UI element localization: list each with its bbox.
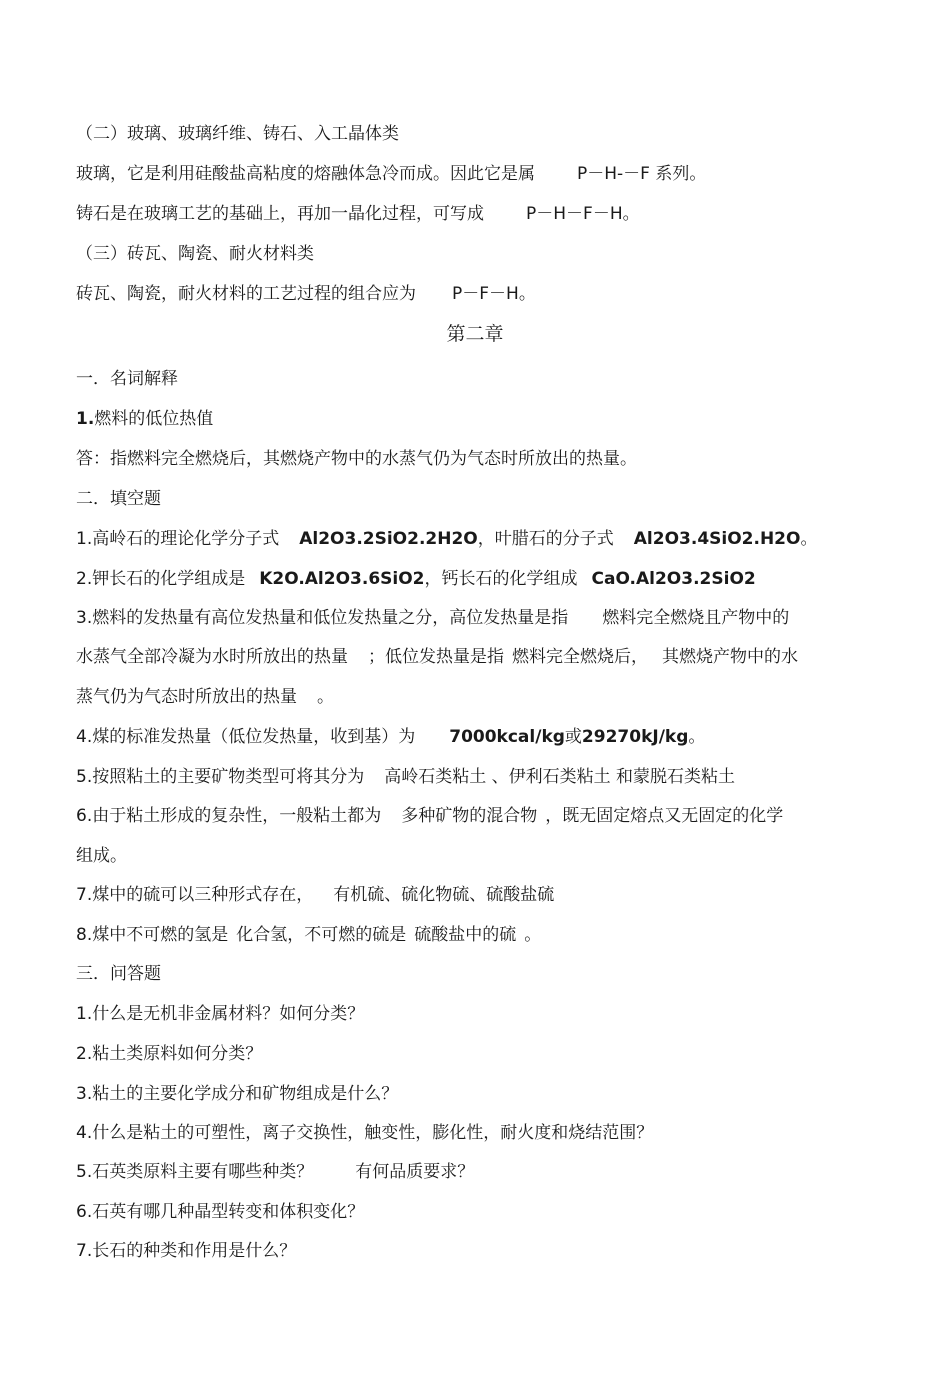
question-item: 3.粘土的主要化学成分和矿物组成是什么？ <box>76 1084 399 1104</box>
fill-item-3-answer-b: 燃料完全燃烧后， <box>512 647 648 667</box>
heat-value-kj: 29270kJ/kg <box>581 727 689 747</box>
ceramics-formula: P－F－H。 <box>452 284 536 304</box>
fill-item-2-text-2: ，钙长石的化学组成 <box>424 569 578 589</box>
heat-value-kcal: 7000kcal/kg <box>449 727 565 747</box>
glass-paragraph <box>76 163 706 185</box>
fill-item-3-line-2 <box>76 646 798 668</box>
fill-item-8-answer-a: 化合氢 <box>236 925 288 945</box>
fill-item-7-answer: 有机硫、硫化物硫、硫酸盐硫 <box>333 885 555 905</box>
fill-item-1-end: 。 <box>800 529 818 549</box>
fill-item-7 <box>76 884 554 906</box>
fill-item-3-line-3 <box>76 686 334 708</box>
potassium-feldspar-formula: K2O.Al2O3.6SiO2 <box>259 569 425 589</box>
fill-item-1-text: 1.高岭石的理论化学分子式 <box>76 529 280 549</box>
question-item-5-text: 5.石英类原料主要有哪些种类？ <box>76 1162 314 1182</box>
fill-item-3-text: 3.燃料的发热量有高位发热量和低位发热量之分，高位发热量是指 <box>76 608 569 628</box>
fill-item-7-text: 7.煤中的硫可以三种形式存在， <box>76 885 314 905</box>
fill-item-3-line-1 <box>76 607 789 629</box>
fill-item-3-text-2: ；低位发热量是指 <box>368 647 504 667</box>
part2-heading: 二．填空题 <box>76 489 161 509</box>
fill-item-8-text: 8.煤中不可燃的氢是 <box>76 925 229 945</box>
fill-item-1-text-2: ，叶腊石的分子式 <box>477 529 614 549</box>
question-item: 4.什么是粘土的可塑性，离子交换性，触变性，膨化性，耐火度和烧结范围？ <box>76 1123 654 1143</box>
part3-heading: 三．问答题 <box>76 964 161 984</box>
section-heading-ceramics: （三）砖瓦、陶瓷、耐火材料类 <box>76 244 314 264</box>
fill-item-2 <box>76 568 756 590</box>
kaolinite-formula: Al2O3.2SiO2.2H2O <box>299 529 478 549</box>
question-item: 2.粘土类原料如何分类？ <box>76 1044 263 1064</box>
glass-text: 玻璃，它是利用硅酸盐高粘度的熔融体急冷而成。因此它是属 <box>76 164 535 184</box>
fill-item-5-answer: 高岭石类粘土 、伊利石类粘土 和蒙脱石类粘土 <box>384 767 736 787</box>
fill-item-5-text: 5.按照粘土的主要矿物类型可将其分为 <box>76 767 365 787</box>
ceramics-paragraph <box>76 283 536 305</box>
question-item: 6.石英有哪几种晶型转变和体积变化？ <box>76 1202 365 1222</box>
fill-item-8-end: 。 <box>524 925 542 945</box>
question-item-5 <box>76 1161 474 1183</box>
fill-item-4-or: 或 <box>564 727 582 747</box>
term-question-title: 燃料的低位热值 <box>94 409 214 429</box>
fill-item-5 <box>76 766 735 788</box>
question-item: 1.什么是无机非金属材料？如何分类？ <box>76 1004 365 1024</box>
ceramics-text: 砖瓦、陶瓷，耐火材料的工艺过程的组合应为 <box>76 284 416 304</box>
fill-item-3-answer-b-end: 蒸气仍为气态时所放出的热量 <box>76 687 297 707</box>
fill-item-3-answer-a: 燃料完全燃烧且产物中的 <box>602 608 790 628</box>
fill-item-6-line-1 <box>76 805 783 827</box>
chapter-title: 第二章 <box>446 323 504 345</box>
caststone-text: 铸石是在玻璃工艺的基础上，再加一晶化过程，可写成 <box>76 204 484 224</box>
caststone-paragraph <box>76 203 640 225</box>
question-item-5-extra: 有何品质要求？ <box>355 1162 475 1182</box>
question-item: 7.长石的种类和作用是什么？ <box>76 1241 297 1261</box>
fill-item-2-text: 2.钾长石的化学组成是 <box>76 569 246 589</box>
fill-item-8 <box>76 924 541 946</box>
fill-item-4 <box>76 726 705 748</box>
caststone-formula: P－H－F－H。 <box>526 204 640 224</box>
fill-item-1 <box>76 528 817 550</box>
fill-item-3-answer-a-cont: 水蒸气全部冷凝为水时所放出的热量 <box>76 647 348 667</box>
part1-heading: 一．名词解释 <box>76 369 178 389</box>
fill-item-3-answer-b-cont: 其燃烧产物中的水 <box>662 647 798 667</box>
fill-item-3-end: 。 <box>317 687 334 707</box>
fill-item-4-end: 。 <box>688 727 706 747</box>
fill-item-6-answer: 多种矿物的混合物 <box>401 806 538 826</box>
section-heading-glass: （二）玻璃、玻璃纤维、铸石、入工晶体类 <box>76 124 399 144</box>
fill-item-8-answer-b: 硫酸盐中的硫 <box>414 925 517 945</box>
term-answer-1: 答：指燃料完全燃烧后，其燃烧产物中的水蒸气仍为气态时所放出的热量。 <box>76 449 637 469</box>
glass-formula: P－H-－F 系列。 <box>577 164 707 184</box>
fill-item-8-text-2: ，不可燃的硫是 <box>287 925 407 945</box>
fill-item-4-text: 4.煤的标准发热量（低位发热量，收到基）为 <box>76 727 416 747</box>
fill-item-6-line-2: 组成。 <box>76 846 127 866</box>
calcium-feldspar-formula: CaO.Al2O3.2SiO2 <box>591 569 756 589</box>
fill-item-6-text-2: ，既无固定熔点又无固定的化学 <box>545 806 784 826</box>
term-question-1 <box>76 408 213 430</box>
fill-item-6-text: 6.由于粘土形成的复杂性，一般粘土都为 <box>76 806 382 826</box>
pyrophyllite-formula: Al2O3.4SiO2.H2O <box>633 529 801 549</box>
term-question-number: 1. <box>76 409 95 429</box>
